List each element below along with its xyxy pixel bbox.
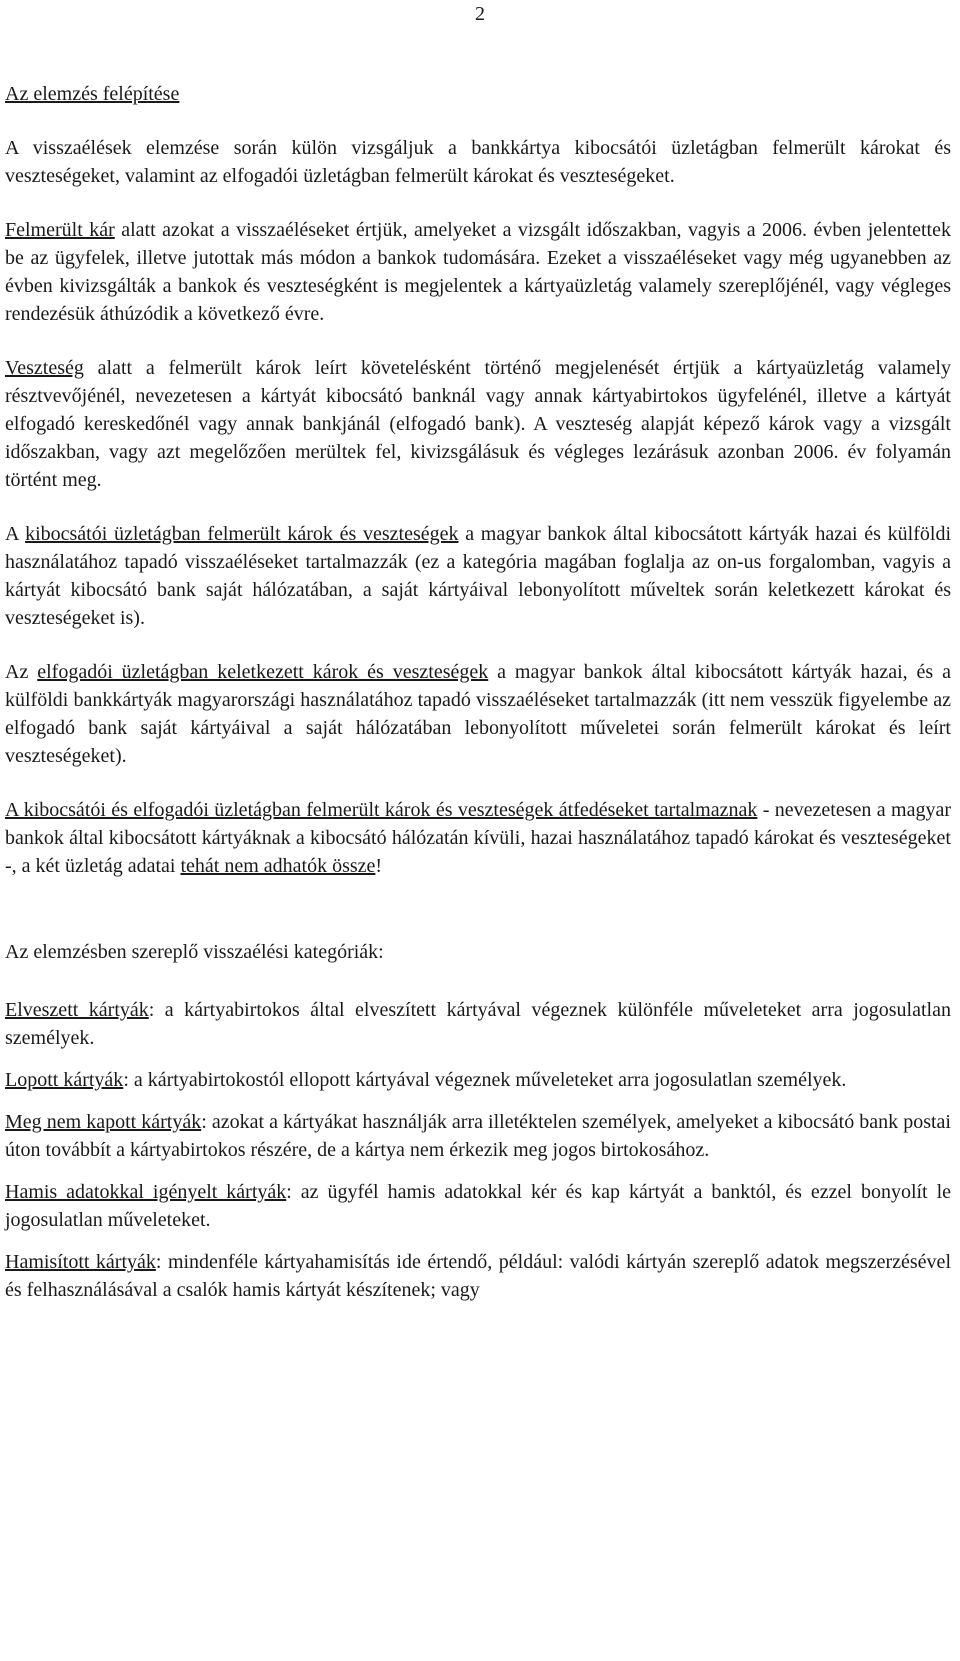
category-item — [5, 1178, 951, 1234]
category-term: Elveszett kártyák — [5, 999, 149, 1021]
category-text: : azokat a kártyákat használják arra illetéktelen személyek, amelyeket a kibocsátó bank postai úton továbbít a kártyabirtokos részére, de a kártya nem érkezik meg jogos birtokosához. — [5, 1111, 951, 1161]
atfedes-term: A kibocsátói és elfogadói üzletágban felmerült károk és veszteségek átfedéseket tartalmaznak — [5, 799, 758, 821]
kibocsatoi-text: a magyar bankok által kibocsátott kártyák hazai és külföldi használatához tapadó visszaéléseket tartalmazzák (ez a kategória magában foglalja az on-us forgalomban, vagyis a kártyát kibocsátó bank saját hálózatában, a saját kártyáival lebonyolított műveltek során keletkezett károkat és veszteségeket is). — [5, 523, 951, 629]
page-number: 2 — [475, 3, 485, 25]
document-body — [5, 80, 951, 1318]
category-text: : mindenféle kártyahamisítás ide értendő, például: valódi kártyán szereplő adatok megszerzésével és felhasználásával a csalók hamis kártyát készítenek; vagy — [5, 1251, 951, 1301]
felmerult-kar-term: Felmerült kár — [5, 219, 115, 241]
kibocsatoi-pre: A — [5, 523, 26, 545]
felmerult-kar-text: alatt azokat a visszaéléseket értjük, amelyeket a vizsgált időszakban, vagyis a 2006. évben jelentettek be az ügyfelek, illetve jutottak más módon a bankok tudomására. Ezeket a visszaéléseket vagy még ugyanebben az évben kivizsgálták a bankok és veszteségként is megjelentek a kártyaüzletág valamely szereplőjénél, vagy végleges rendezésük áthúzódik a következő évre. — [5, 219, 951, 325]
intro-text: A visszaélések elemzése során külön vizsgáljuk a bankkártya kibocsátói üzletágban felmerült károkat és veszteségeket, valamint az elfogadói üzletágban felmerült károkat és veszteségeket. — [5, 137, 951, 187]
felmerult-kar-paragraph — [5, 216, 951, 328]
kibocsatoi-paragraph — [5, 520, 951, 632]
category-item — [5, 996, 951, 1052]
intro-paragraph — [5, 134, 951, 190]
category-text: : az ügyfél hamis adatokkal kér és kap kártyát a banktól, és ezzel bonyolít le jogosulatlan műveleteket. — [5, 1181, 952, 1231]
category-item — [5, 1066, 951, 1094]
category-term: Hamis adatokkal igényelt kártyák — [5, 1181, 287, 1203]
category-item — [5, 1108, 951, 1164]
veszteseg-paragraph — [5, 354, 951, 494]
elfogadoi-term: elfogadói üzletágban keletkezett károk és veszteségek — [37, 661, 489, 683]
category-text: : a kártyabirtokos által elveszített kártyával végeznek különféle műveleteket arra jogosulatlan személyek. — [5, 999, 951, 1049]
veszteseg-text: alatt a felmerült károk leírt követelésként történő megjelenését értjük a kártyaüzletág valamely résztvevőjénél, nevezetesen a kártyát kibocsátó banknál vagy annak kártyabirtokos ügyfelénél, illetve a kártyát elfogadó kereskedőnél vagy annak bankjánál (elfogadó bank). A veszteség alapját képező károk vagy a vizsgált időszakban, vagy azt megelőzően merültek fel, kivizsgálásuk és végleges lezárásuk azonban 2006. év folyamán történt meg. — [5, 357, 951, 491]
atfedes-paragraph — [5, 796, 951, 880]
category-term: Meg nem kapott kártyák — [5, 1111, 202, 1133]
categories-title: Az elemzésben szereplő visszaélési kategóriák: — [5, 941, 384, 963]
section-heading: Az elemzés felépítése — [5, 83, 180, 105]
atfedes-end: ! — [375, 855, 383, 877]
category-text: : a kártyabirtokostól ellopott kártyával végeznek műveleteket arra jogosulatlan személyek. — [123, 1069, 847, 1091]
category-item — [5, 1248, 951, 1304]
category-term: Lopott kártyák — [5, 1069, 124, 1091]
atfedes-text: - nevezetesen a magyar bankok által kibocsátott kártyáknak a kibocsátó hálózatán kívüli, hazai használatához tapadó károkat és veszteségeket -, a két üzletág adatai — [5, 799, 952, 877]
elfogadoi-pre: Az — [5, 661, 38, 683]
elfogadoi-paragraph — [5, 658, 951, 770]
atfedes-emphasis: tehát nem adhatók össze — [180, 855, 376, 877]
kibocsatoi-term: kibocsátói üzletágban felmerült károk és veszteségek — [25, 523, 459, 545]
elfogadoi-text: a magyar bankok által kibocsátott kártyák hazai, és a külföldi bankkártyák magyarországi használatához tapadó visszaéléseket tartalmazzák (itt nem vesszük figyelembe az elfogadó bank saját kártyáival a saját hálózatában lebonyolított műveletei során felmerült károkat és leírt veszteségeket). — [5, 661, 951, 767]
veszteseg-term: Veszteség — [5, 357, 84, 379]
category-term: Hamisított kártyák — [5, 1251, 156, 1273]
